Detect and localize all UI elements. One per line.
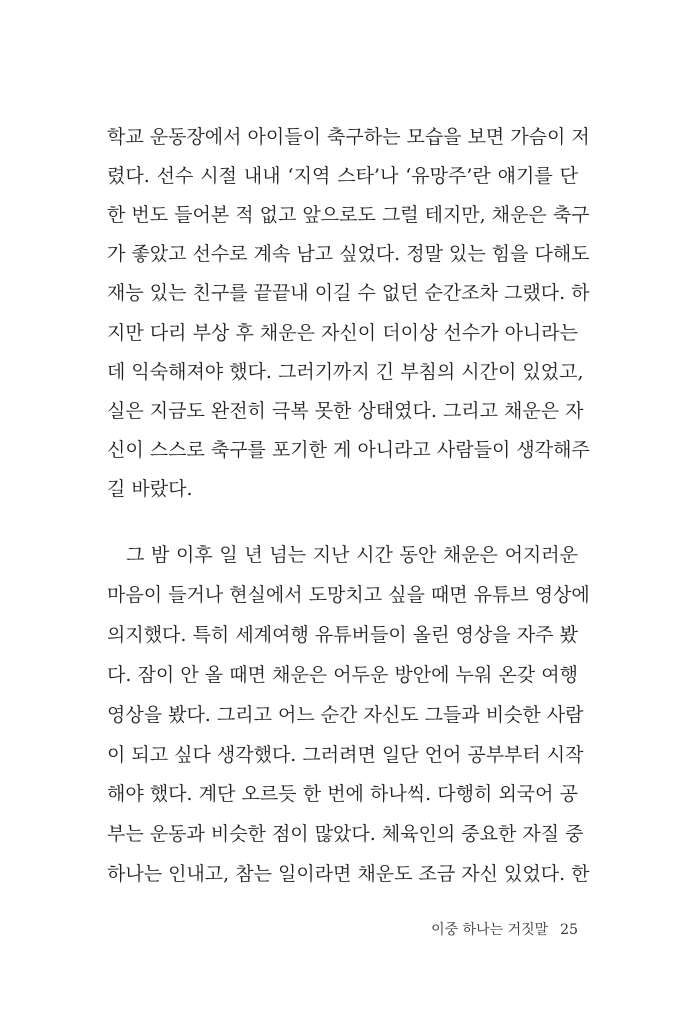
text-line: 그 밤 이후 일 년 넘는 지난 시간 동안 채운은 어지러운 [126, 544, 578, 566]
text-line: 지만 다리 부상 후 채운은 자신이 더이상 선수가 아니라는 [107, 322, 578, 344]
text-line: 다. 잠이 안 올 때면 채운은 어두운 방안에 누워 온갖 여행 [107, 664, 578, 686]
text-line: 신이 스스로 축구를 포기한 게 아니라고 사람들이 생각해주 [107, 439, 590, 461]
text-line: 데 익숙해져야 했다. 그러기까지 긴 부침의 시간이 있었고, [107, 361, 584, 383]
text-line: 가 좋았고 선수로 계속 남고 싶었다. 정말 있는 힘을 다해도 [107, 243, 590, 265]
page-footer [431, 920, 578, 940]
text-line: 한 번도 들어본 적 없고 앞으로도 그럴 테지만, 채운은 축구 [107, 204, 590, 226]
text-line: 학교 운동장에서 아이들이 축구하는 모습을 보면 가슴이 저 [107, 126, 590, 148]
text-line: 부는 운동과 비슷한 점이 많았다. 체육인의 중요한 자질 중 [107, 823, 584, 845]
running-title: 이중 하나는 거짓말 [431, 922, 549, 938]
text-line: 실은 지금도 완전히 극복 못한 상태였다. 그리고 채운은 자 [107, 400, 584, 422]
text-line: 재능 있는 친구를 끝끝내 이길 수 없던 순간조차 그랬다. 하 [107, 282, 590, 304]
text-line: 의지했다. 특히 세계여행 유튜버들이 올린 영상을 자주 봤 [107, 624, 578, 646]
page-number: 25 [560, 922, 578, 938]
text-line: 렸다. 선수 시절 내내 ‘지역 스타’나 ‘유망주’란 얘기를 단 [107, 165, 578, 187]
text-line: 마음이 들거나 현실에서 도망치고 싶을 때면 유튜브 영상에 [107, 584, 590, 606]
text-line: 하나는 인내고, 참는 일이라면 채운도 조금 자신 있었다. 한 [107, 863, 590, 885]
text-line: 해야 했다. 계단 오르듯 한 번에 하나씩. 다행히 외국어 공 [107, 783, 578, 805]
text-line: 길 바랐다. [107, 478, 193, 500]
text-line: 이 되고 싶다 생각했다. 그러려면 일단 언어 공부부터 시작 [107, 744, 584, 766]
text-line: 영상을 봤다. 그리고 어느 순간 자신도 그들과 비슷한 사람 [107, 704, 584, 726]
